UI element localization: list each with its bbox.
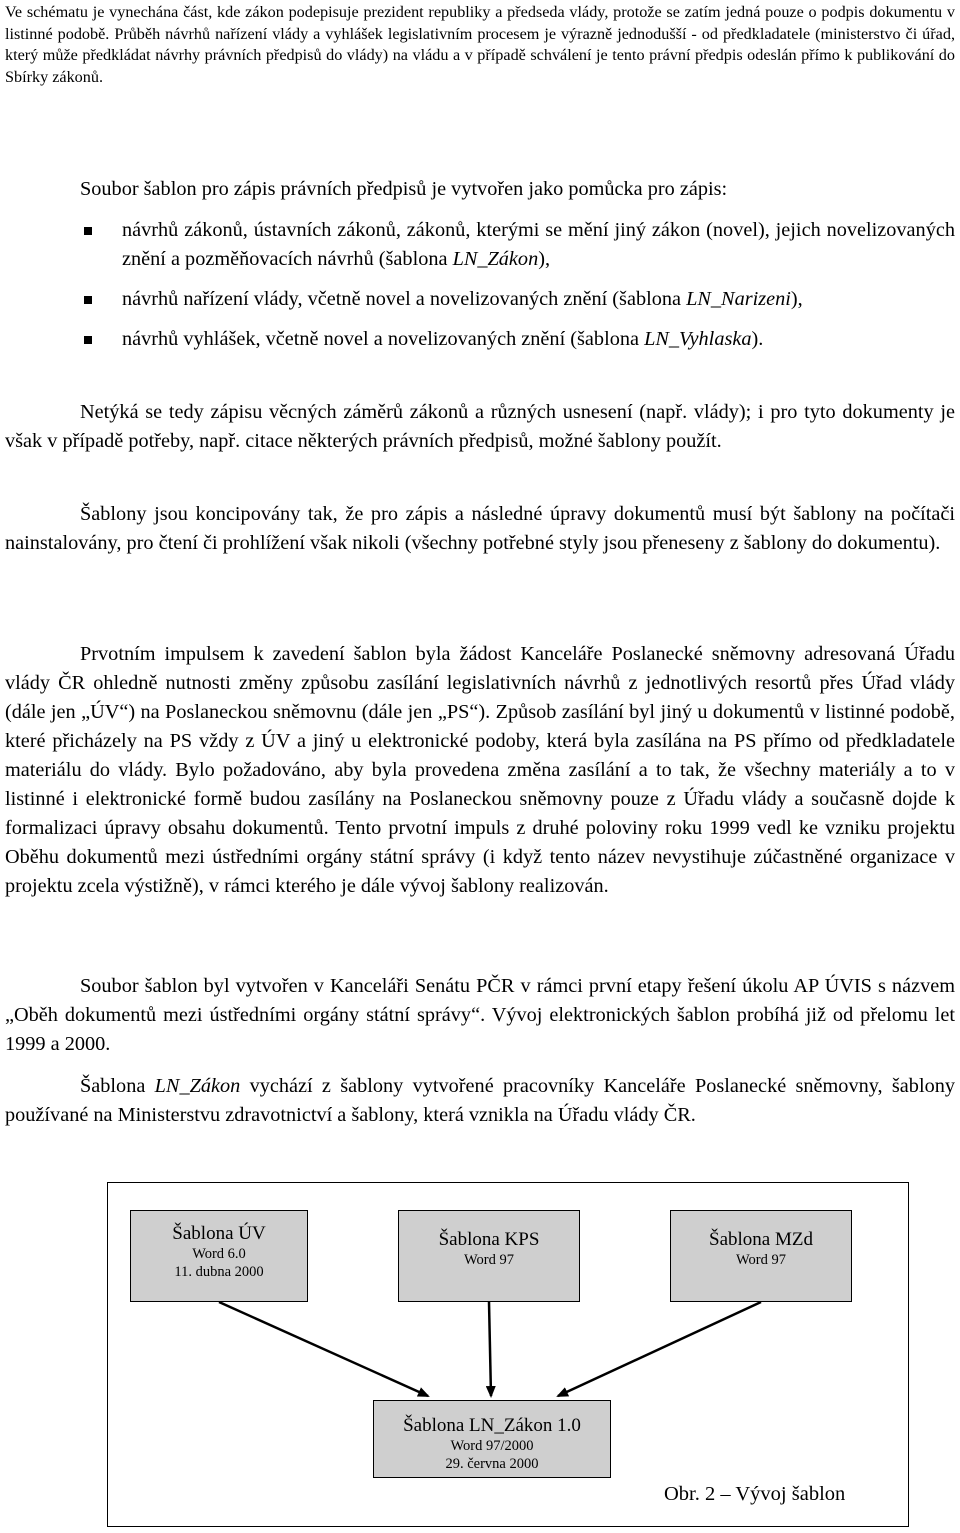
box-sablona-uv: Šablona ÚV Word 6.0 11. dubna 2000 [130, 1210, 308, 1302]
arrow-kps-to-ln [489, 1302, 491, 1396]
sources-paragraph: Šablona LN_Zákon vychází z šablony vytvořené pracovníky Kanceláře Poslanecké sněmovny, šablony používané na Ministerstvu zdravotnictví a šablony, která vznikla na Úřadu vlády ČR. [5, 1075, 955, 1126]
box-sablona-kps: Šablona KPS Word 97 [398, 1210, 580, 1302]
bullet-square-icon [84, 227, 92, 235]
history-paragraph: Prvotním impulsem k zavedení šablon byla žádost Kanceláře Poslanecké sněmovny adresovaná Úřadu vlády ČR ohledně nutnosti změny způsobu zasílání legislativních návrhů z jednotlivých resortů přes Úřad vlády (dále jen „ÚV“) na Poslaneckou sněmovnu (dále jen „PS“). Způsob zasílání byl jiný u dokumentů v listinné podobě, které přicházely na PS vždy z ÚV a jiný u elektronické podoby, která byla zasílána na PS přímo od předkladatele materiálu do vlády. Bylo požadováno, aby byla provedena změna zasílání a to tak, že všechny materiály a to v listinné i elektronické formě budou zasílány na Poslaneckou sněmovny pouze z Úřadu vlády a současně dojde k formalizaci úpravy obsahu dokumentů. Tento prvotní impuls z druhé poloviny roku 1999 vedl ke vzniku projektu Oběhu dokumentů mezi ústředními orgány státní správy (i když tento název nevystihuje zúčastněné organizace v projektu zcela výstižně), v rámci kterého je dále vývoj šablony realizován. [5, 643, 955, 897]
templates-intro: Soubor šablon pro zápis právních předpisů je vytvořen jako pomůcka pro zápis: [80, 178, 728, 200]
bullet-square-icon [84, 336, 92, 344]
list-item: návrhů zákonů, ústavních zákonů, zákonů, kterými se mění jiný zákon (novel), jejich novelizovaných znění a pozměňovacích návrhů (šablona LN_Zákon), [80, 216, 955, 274]
bullet-square-icon [84, 296, 92, 304]
template-evolution-diagram [107, 1182, 909, 1527]
box-sablona-ln-zakon: Šablona LN_Zákon 1.0 Word 97/2000 29. června 2000 [373, 1400, 611, 1478]
arrow-uv-to-ln [219, 1302, 428, 1396]
list-item: návrhů vyhlášek, včetně novel a novelizovaných znění (šablona LN_Vyhlaska). [80, 325, 955, 354]
arrow-mzd-to-ln [558, 1302, 761, 1396]
intro-paragraph: Ve schématu je vynechána část, kde zákon podepisuje prezident republiky a předseda vlády, protože se zatím jedná pouze o podpis dokumentu v listinné podobě. Průběh návrhů nařízení vlády a vyhlášek legislativním procesem je výrazně jednodušší - od předkladatele (ministerstvo či úřad, který může předkládat návrhy právních předpisů do vlády) na vládu a v případě schválení je tento právní předpis odeslán přímo k publikování do Sbírky zákonů. [5, 3, 955, 86]
installation-paragraph: Šablony jsou koncipovány tak, že pro zápis a následné úpravy dokumentů musí být šablony na počítači nainstalovány, pro čtení či prohlížení však nikoli (všechny potřebné styly jsou přeneseny z šablony do dokumentu). [5, 503, 955, 554]
scope-paragraph: Netýká se tedy zápisu věcných záměrů zákonů a různých usnesení (např. vlády); i pro tyto dokumenty je však v případě potřeby, např. citace některých právních předpisů, možné šablony použít. [5, 401, 955, 452]
origin-paragraph: Soubor šablon byl vytvořen v Kanceláři Senátu PČR v rámci první etapy řešení úkolu AP ÚVIS s názvem „Oběh dokumentů mezi ústředními orgány státní správy“. Vývoj elektronických šablon probíhá již od přelomu let 1999 a 2000. [5, 975, 955, 1055]
box-sablona-mzd: Šablona MZd Word 97 [670, 1210, 852, 1302]
template-list [80, 216, 955, 365]
list-item: návrhů nařízení vlády, včetně novel a novelizovaných znění (šablona LN_Narizeni), [80, 285, 955, 314]
figure-caption: Obr. 2 – Vývoj šablon [664, 1483, 846, 1505]
